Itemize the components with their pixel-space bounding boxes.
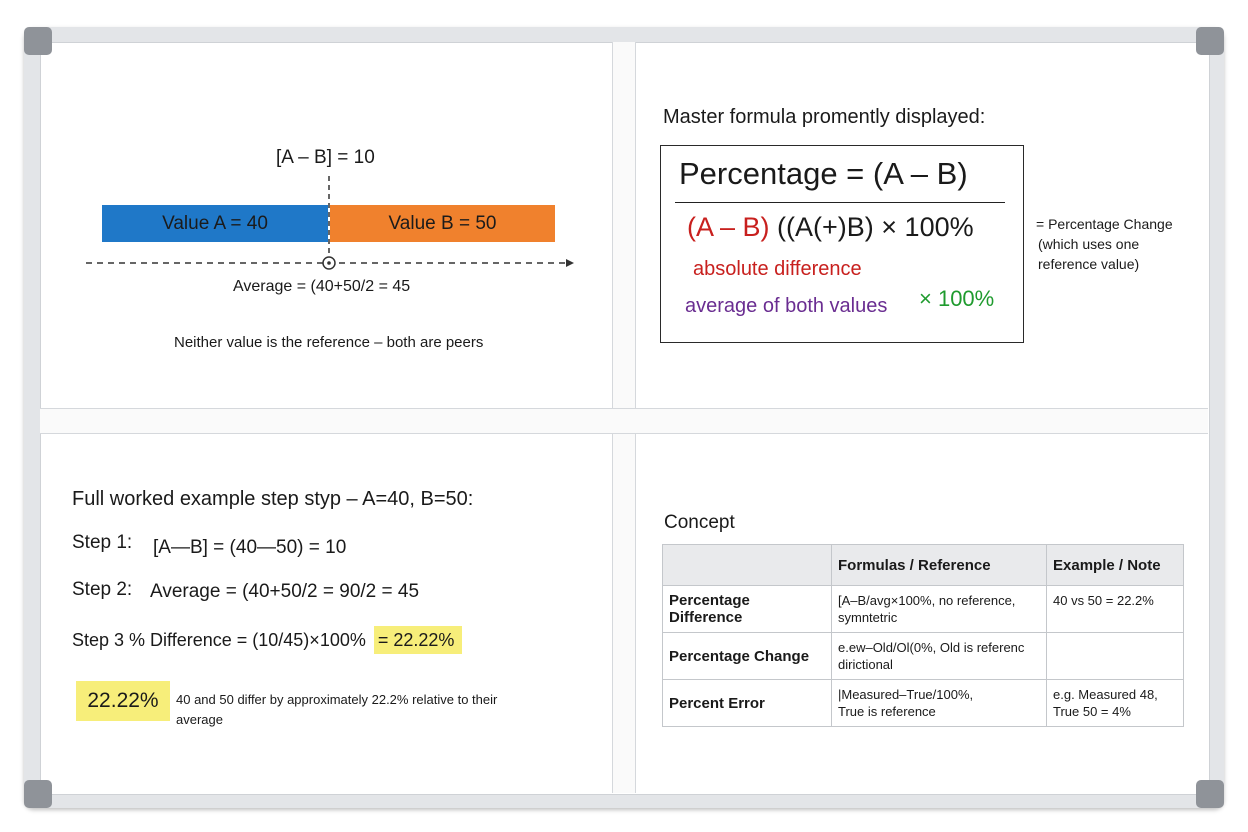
result-badge: 22.22% bbox=[76, 681, 170, 721]
example-cell bbox=[1047, 633, 1184, 680]
formula-cell bbox=[832, 633, 1047, 680]
step3-row bbox=[72, 630, 462, 651]
step1-label: Step 1: bbox=[72, 532, 133, 553]
average-annotation: average of both values bbox=[685, 295, 888, 317]
times-100-annotation: × 100% bbox=[919, 286, 995, 311]
value-a-bar bbox=[102, 205, 328, 242]
side-note-line: reference value) bbox=[1038, 256, 1140, 272]
concept-name-cell: Percentage Difference bbox=[663, 586, 832, 633]
concept-name-cell: Percent Error bbox=[663, 680, 832, 727]
concept-table bbox=[662, 544, 1184, 727]
result-note-line: average bbox=[176, 712, 223, 727]
fraction-bar bbox=[675, 202, 1005, 203]
concept-name-cell: Percentage Change bbox=[663, 633, 832, 680]
example-cell bbox=[1047, 680, 1184, 727]
table-header-row bbox=[663, 545, 1184, 586]
example-line: True 50 = 4% bbox=[1053, 704, 1131, 719]
frame-corner-bottom-left bbox=[24, 780, 52, 808]
result-note-line: 40 and 50 differ by approximately 22.2% relative to their bbox=[176, 692, 498, 707]
horizontal-divider bbox=[40, 408, 1208, 434]
table-row bbox=[663, 633, 1184, 680]
formula-average-term: ((A(+)B) × 100% bbox=[777, 212, 974, 242]
frame-corner-top-right bbox=[1196, 27, 1224, 55]
table-row bbox=[663, 586, 1184, 633]
frame-corner-bottom-right bbox=[1196, 780, 1224, 808]
side-note-line: (which uses one bbox=[1038, 236, 1140, 252]
value-a-label: Value A = 40 bbox=[162, 212, 268, 234]
step2-label: Step 2: bbox=[72, 579, 133, 600]
side-note-line: = Percentage Change bbox=[1036, 216, 1173, 232]
example-cell bbox=[1047, 586, 1184, 633]
step2-expression: Average = (40+50/2 = 90/2 = 45 bbox=[150, 581, 420, 602]
master-formula-heading: Master formula promently displayed: bbox=[663, 106, 986, 128]
master-formula-box bbox=[660, 145, 1024, 343]
formula-cell bbox=[832, 680, 1047, 727]
formula-line: dirictional bbox=[838, 657, 893, 672]
formula-cell bbox=[832, 586, 1047, 633]
step1-expression: [A—B] = (40—50) = 10 bbox=[153, 537, 347, 558]
example-line: e.g. Measured 48, bbox=[1053, 687, 1158, 702]
peers-note: Neither value is the reference – both are peers bbox=[174, 334, 484, 351]
formula-line: [A–B/avg×100%, no reference, bbox=[838, 593, 1016, 608]
table-header-cell: Example / Note bbox=[1047, 545, 1184, 586]
step3-expression: Step 3 % Difference = (10/45)×100% bbox=[72, 630, 366, 650]
absolute-difference-annotation: absolute difference bbox=[693, 258, 862, 280]
frame-corner-top-left bbox=[24, 27, 52, 55]
number-line-arrowhead bbox=[566, 259, 574, 267]
formula-denominator bbox=[687, 212, 974, 243]
formula-numerator: Percentage = (A – B) bbox=[679, 156, 968, 191]
step3-result-highlight: = 22.22% bbox=[374, 626, 463, 654]
result-note bbox=[176, 690, 497, 730]
formula-line: symntetric bbox=[838, 610, 898, 625]
table-row bbox=[663, 680, 1184, 727]
table-header-cell bbox=[663, 545, 832, 586]
concept-heading: Concept bbox=[664, 512, 735, 533]
formula-difference-term: (A – B) bbox=[687, 212, 770, 242]
average-label: Average = (40+50/2 = 45 bbox=[233, 278, 411, 295]
table-header-cell: Formulas / Reference bbox=[832, 545, 1047, 586]
formula-line: e.ew–Old/Ol(0%, Old is referenc bbox=[838, 640, 1025, 655]
example-line: 40 vs 50 = 22.2% bbox=[1053, 593, 1154, 608]
worked-example-title: Full worked example step styp – A=40, B=50: bbox=[72, 488, 474, 510]
value-b-bar bbox=[330, 205, 555, 242]
percentage-change-side-note bbox=[1036, 214, 1173, 274]
formula-line: |Measured–True/100%, bbox=[838, 687, 974, 702]
formula-line: True is reference bbox=[838, 704, 936, 719]
absolute-difference-label: [A – B] = 10 bbox=[276, 147, 375, 168]
value-b-label: Value B = 50 bbox=[388, 212, 497, 234]
